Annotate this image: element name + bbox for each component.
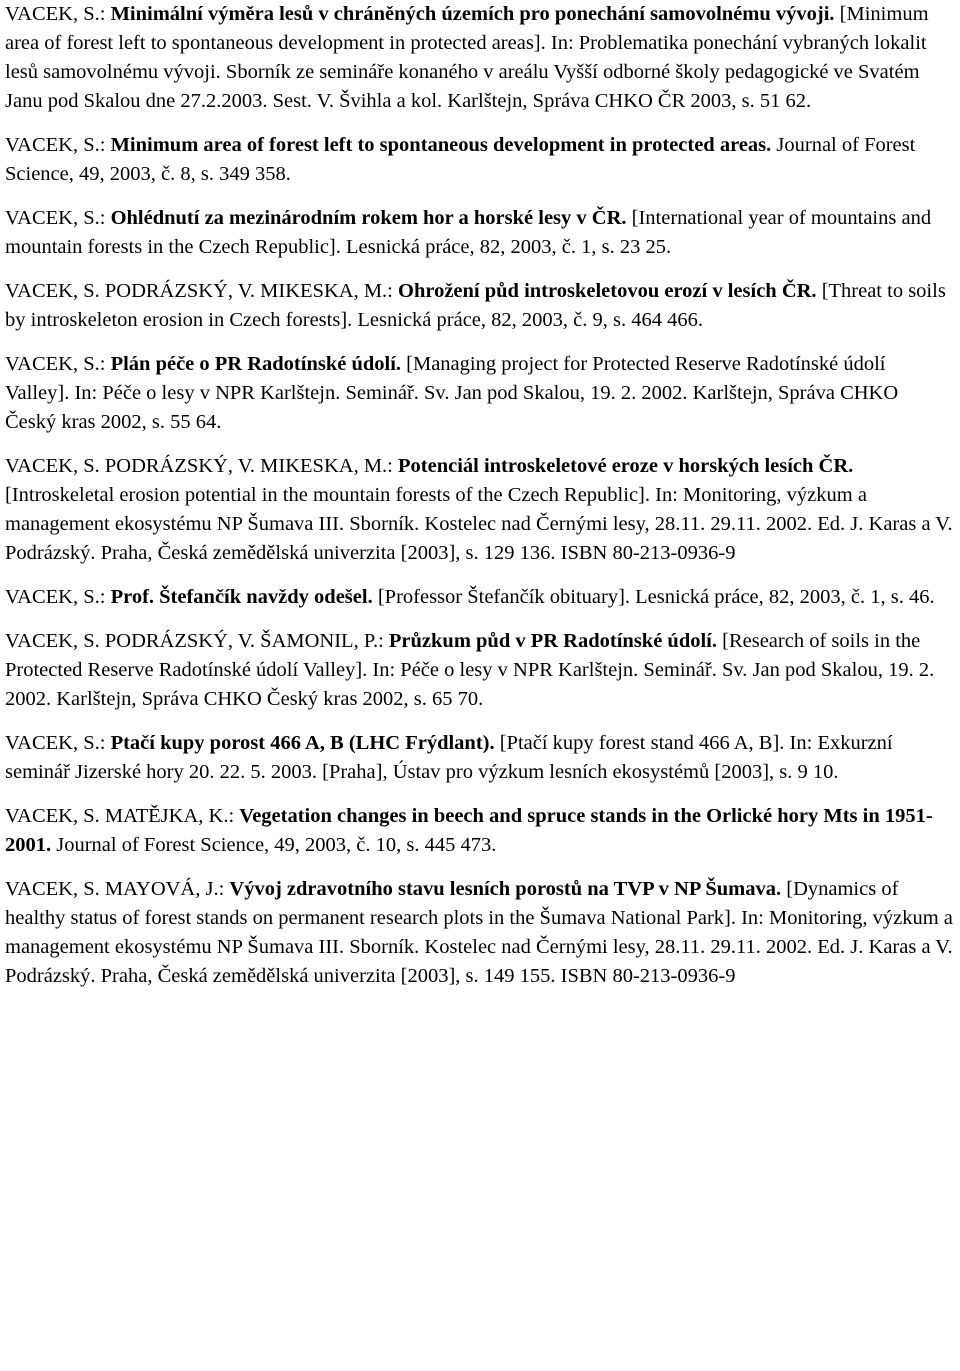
- reference-authors: VACEK, S. PODRÁZSKÝ, V. MIKESKA, M.:: [5, 455, 398, 477]
- reference-details: Journal of Forest Science, 49, 2003, č. 8, s. 349 358.: [5, 134, 916, 185]
- reference-details: [Professor Štefančík obituary]. Lesnická práce, 82, 2003, č. 1, s. 46.: [372, 586, 935, 608]
- reference-entry: [5, 627, 953, 714]
- reference-title: Minimální výměra lesů v chráněných územích pro ponechání samovolnému vývoji.: [110, 3, 835, 25]
- reference-title: Vývoj zdravotního stavu lesních porostů na TVP v NP Šumava.: [229, 878, 782, 900]
- reference-entry: [5, 875, 953, 991]
- reference-entry: [5, 583, 953, 612]
- reference-entry: [5, 204, 953, 262]
- reference-entry: [5, 452, 953, 568]
- reference-authors: VACEK, S. PODRÁZSKÝ, V. MIKESKA, M.:: [5, 280, 398, 302]
- reference-title: Minimum area of forest left to spontaneous development in protected areas.: [110, 134, 772, 156]
- reference-details: [Dynamics of healthy status of forest stands on permanent research plots in the Šumava National Park]. In: Monitoring, výzkum a management ekosystému NP Šumava III. Sborník. Kostelec nad Černými lesy, 28.11. 29.11. 2002. Ed. J. Karas a V. Podrázský. Praha, Česká zemědělská univerzita [2003], s. 149 155. ISBN 80-213-0936-9: [5, 878, 953, 987]
- reference-details: [International year of mountains and mountain forests in the Czech Republic]. Lesnická práce, 82, 2003, č. 1, s. 23 25.: [5, 207, 932, 258]
- reference-authors: VACEK, S. MATĚJKA, K.:: [5, 805, 240, 827]
- reference-details: [Minimum area of forest left to spontaneous development in protected areas]. In: Problematika ponechání vybraných lokalit lesů samovolnému vývoji. Sborník ze semináře konaného v areálu Vyšší odborné školy pedagogické ve Svatém Janu pod Skalou dne 27.2.2003. Sest. V. Švihla a kol. Karlštejn, Správa CHKO ČR 2003, s. 51 62.: [5, 3, 929, 112]
- reference-title: Průzkum půd v PR Radotínské údolí.: [388, 630, 717, 652]
- reference-title: Ptačí kupy porost 466 A, B (LHC Frýdlant).: [110, 732, 495, 754]
- reference-details: [Ptačí kupy forest stand 466 A, B]. In: Exkurzní seminář Jizerské hory 20. 22. 5. 2003. [Praha], Ústav pro výzkum lesních ekosystémů [2003], s. 9 10.: [5, 732, 893, 783]
- reference-authors: VACEK, S. PODRÁZSKÝ, V. ŠAMONIL, P.:: [5, 630, 389, 652]
- reference-authors: VACEK, S. MAYOVÁ, J.:: [5, 878, 230, 900]
- reference-details: [Threat to soils by introskeleton erosion in Czech forests]. Lesnická práce, 82, 2003, č. 9, s. 464 466.: [5, 280, 946, 331]
- reference-title: Plán péče o PR Radotínské údolí.: [110, 353, 402, 375]
- reference-details: Journal of Forest Science, 49, 2003, č. 10, s. 445 473.: [51, 834, 497, 856]
- reference-authors: VACEK, S.:: [5, 732, 111, 754]
- reference-title: Vegetation changes in beech and spruce stands in the Orlické hory Mts in 1951-2001.: [5, 805, 933, 856]
- reference-authors: VACEK, S.:: [5, 586, 111, 608]
- reference-list: [5, 0, 953, 1006]
- reference-entry: [5, 802, 953, 860]
- reference-authors: VACEK, S.:: [5, 353, 111, 375]
- reference-title: Potenciál introskeletové eroze v horských lesích ČR.: [398, 455, 854, 477]
- reference-authors: VACEK, S.:: [5, 207, 111, 229]
- reference-details: [Managing project for Protected Reserve Radotínské údolí Valley]. In: Péče o lesy v NPR Karlštejn. Seminář. Sv. Jan pod Skalou, 19. 2. 2002. Karlštejn, Správa CHKO Český kras 2002, s. 55 64.: [5, 353, 899, 433]
- reference-authors: VACEK, S.:: [5, 134, 111, 156]
- reference-entry: [5, 350, 953, 437]
- reference-entry: [5, 729, 953, 787]
- reference-entry: [5, 131, 953, 189]
- reference-entry: [5, 277, 953, 335]
- reference-title: Prof. Štefančík navždy odešel.: [110, 586, 373, 608]
- reference-details: [Research of soils in the Protected Reserve Radotínské údolí Valley]. In: Péče o lesy v NPR Karlštejn. Seminář. Sv. Jan pod Skalou, 19. 2. 2002. Karlštejn, Správa CHKO Český kras 2002, s. 65 70.: [5, 630, 935, 710]
- reference-details: [Introskeletal erosion potential in the mountain forests of the Czech Republic]. In: Monitoring, výzkum a management ekosystému NP Šumava III. Sborník. Kostelec nad Černými lesy, 28.11. 29.11. 2002. Ed. J. Karas a V. Podrázský. Praha, Česká zemědělská univerzita [2003], s. 129 136. ISBN 80-213-0936-9: [5, 484, 953, 564]
- reference-entry: [5, 0, 953, 116]
- reference-title: Ohrožení půd introskeletovou erozí v lesích ČR.: [398, 280, 817, 302]
- reference-title: Ohlédnutí za mezinárodním rokem hor a horské lesy v ČR.: [110, 207, 627, 229]
- reference-authors: VACEK, S.:: [5, 3, 111, 25]
